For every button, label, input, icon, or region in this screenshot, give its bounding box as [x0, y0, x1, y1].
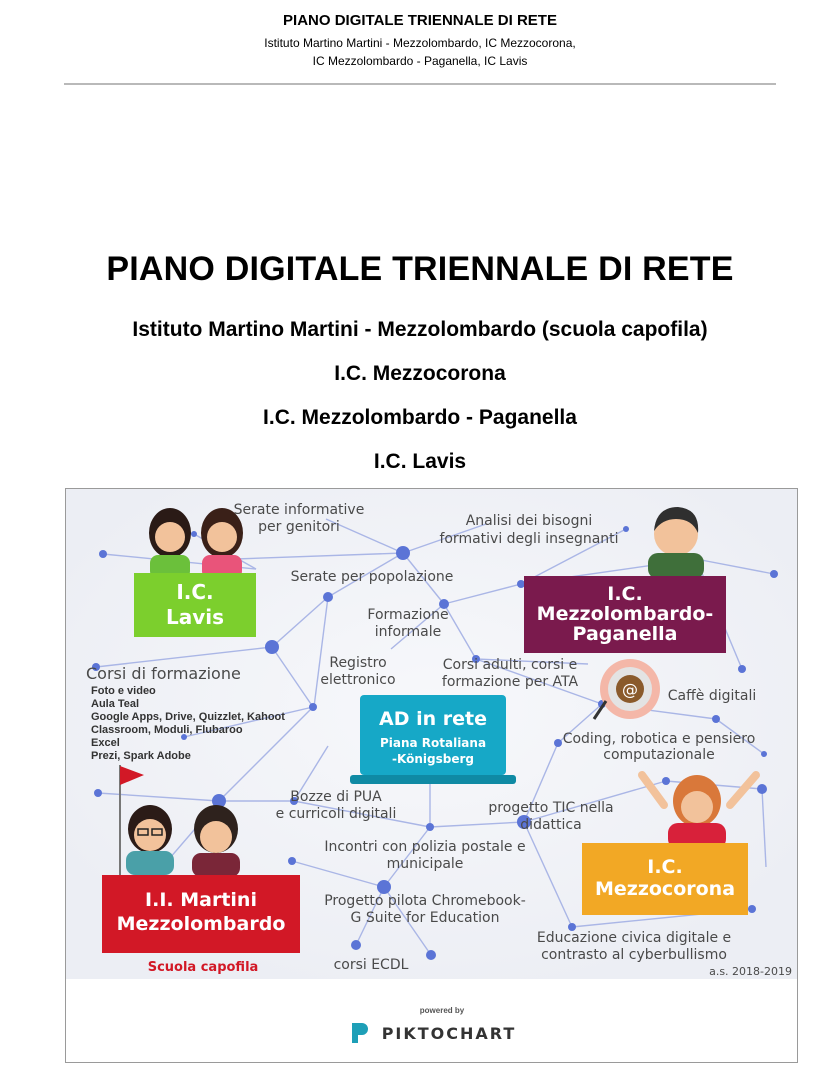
corsi-item-2: Aula Teal	[91, 698, 140, 710]
mezzocorona-label-line-2: Mezzocorona	[594, 878, 736, 900]
label-coding-1: Coding, robotica e pensiero	[562, 731, 756, 747]
school-leader: Istituto Martino Martini - Mezzolombardo (scuola capofila)	[132, 318, 708, 341]
label-registro-2: elettronico	[320, 672, 396, 688]
label-school-year: a.s. 2018-2019	[709, 965, 792, 978]
header-divider	[64, 83, 776, 85]
lavis-label-line-2: Lavis	[165, 605, 225, 629]
school-lavis: I.C. Lavis	[373, 450, 467, 473]
powered-by-label: powered by	[419, 1006, 465, 1015]
center-title: AD in rete	[379, 708, 487, 730]
center-subtitle-2: -Königsberg	[392, 752, 474, 766]
label-ecdl: corsi ECDL	[333, 957, 409, 973]
svg-text:@: @	[622, 680, 638, 699]
label-bozze-1: Bozze di PUA	[290, 789, 382, 805]
paganella-label-line-1: I.C.	[607, 583, 643, 605]
center-subtitle-1: Piana Rotaliana	[379, 736, 487, 750]
label-educazione-2: contrasto al cyberbullismo	[541, 947, 727, 963]
label-formazione-informale-1: Formazione	[367, 607, 449, 623]
label-registro-1: Registro	[329, 655, 387, 671]
label-serate-genitori-1: Serate informative	[233, 502, 365, 518]
school-mezzolombardo-paganella: I.C. Mezzolombardo - Paganella	[263, 406, 577, 429]
martini-label-line-2: Mezzolombardo	[116, 913, 286, 935]
school-mezzocorona: I.C. Mezzocorona	[334, 362, 506, 385]
label-bozze-2: e curricoli digitali	[275, 806, 397, 822]
label-chromebook-1: Progetto pilota Chromebook-	[324, 893, 526, 909]
label-serate-popolazione: Serate per popolazione	[290, 569, 454, 585]
label-educazione-1: Educazione civica digitale e	[536, 930, 732, 946]
label-analisi-2: formativi degli insegnanti	[439, 531, 619, 547]
label-caffe-digitali: Caffè digitali	[667, 688, 757, 704]
label-coding-2: computazionale	[603, 747, 715, 763]
capofila-label: Scuola capofila	[147, 960, 259, 975]
corsi-item-6: Prezi, Spark Adobe	[91, 750, 191, 762]
network-infographic	[65, 488, 798, 1063]
label-formazione-informale-2: informale	[374, 624, 442, 640]
corsi-item-3: Google Apps, Drive, Quizzlet, Kahoot	[91, 711, 285, 723]
corsi-item-4: Classroom, Moduli, Flubaroo	[91, 724, 243, 736]
header-subtitle-line-2: IC Mezzolombardo - Paganella, IC Lavis	[312, 54, 528, 68]
piktochart-brand: PIKTOCHART	[381, 1024, 517, 1043]
label-serate-genitori-2: per genitori	[258, 519, 340, 535]
label-analisi-1: Analisi dei bisogni	[465, 513, 593, 529]
document-title: PIANO DIGITALE TRIENNALE DI RETE	[106, 250, 734, 288]
label-corsi-title: Corsi di formazione	[86, 664, 241, 683]
infographic-footer-bg	[66, 979, 797, 1062]
label-chromebook-2: G Suite for Education	[350, 910, 500, 926]
paganella-label-line-3: Paganella	[572, 623, 678, 645]
header-title: PIANO DIGITALE TRIENNALE DI RETE	[283, 12, 557, 29]
mezzocorona-label-line-1: I.C.	[647, 856, 683, 878]
martini-label-line-1: I.I. Martini	[145, 889, 257, 911]
corsi-item-1: Foto e video	[91, 685, 156, 697]
corsi-item-5: Excel	[91, 737, 120, 749]
label-corsi-adulti-1: Corsi adulti, corsi e	[442, 657, 578, 673]
header-subtitle-line-1: Istituto Martino Martini - Mezzolombardo, IC Mezzocorona,	[264, 36, 576, 50]
label-tic-1: progetto TIC nella	[488, 800, 614, 816]
label-incontri-1: Incontri con polizia postale e	[324, 839, 526, 855]
lavis-label-line-1: I.C.	[176, 580, 214, 604]
label-corsi-adulti-2: formazione per ATA	[441, 674, 579, 690]
label-tic-2: didattica	[520, 817, 582, 833]
paganella-label-line-2: Mezzolombardo-	[536, 603, 714, 625]
label-incontri-2: municipale	[386, 856, 464, 872]
